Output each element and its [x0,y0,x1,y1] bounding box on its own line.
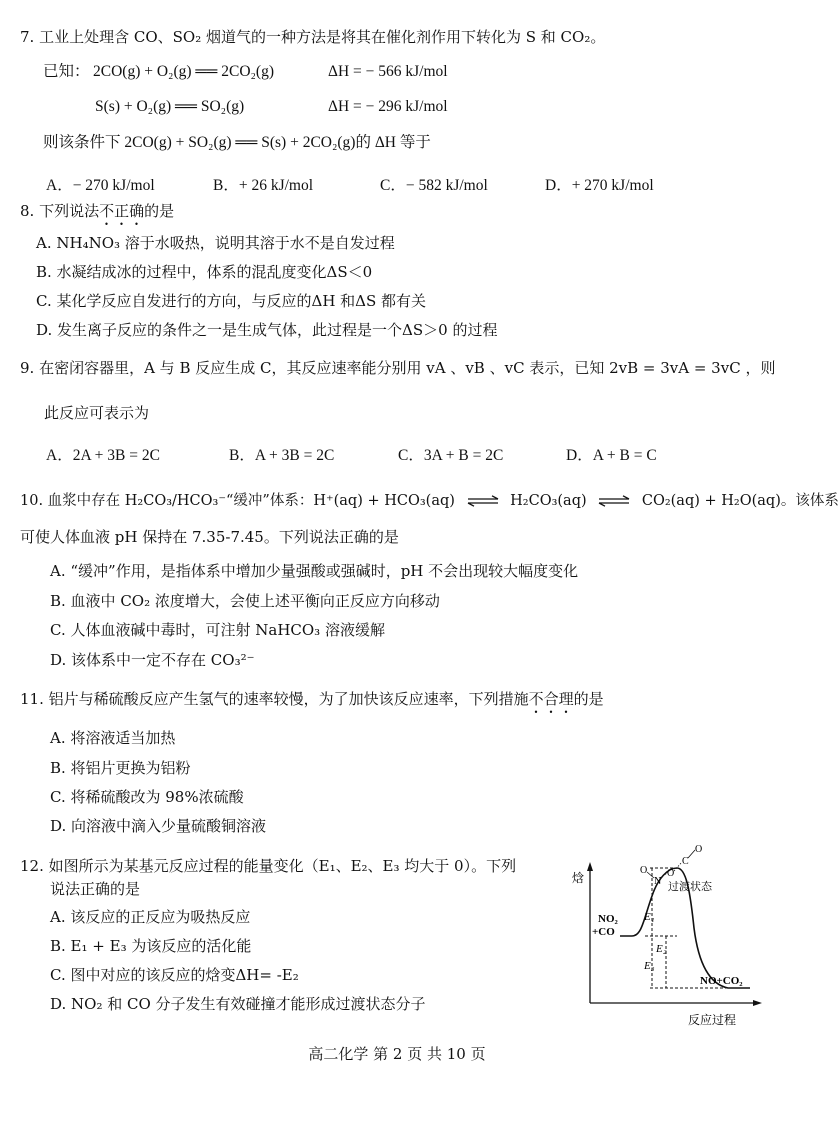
q12-option-c[interactable]: C. 图中对应的该反应的焓变ΔH= -E₂ [50,966,299,984]
molecule-atom-c: C [682,856,689,867]
reactant-label-line2: +CO [592,926,615,938]
equilibrium-arrow-icon [466,495,500,507]
molecule-atom-o2: O [667,868,675,879]
q7-enthalpy-1: ΔH = − 566 kJ/mol [328,63,448,80]
q9-stem-continued: 此反应可表示为 [44,404,150,422]
q12-stem-continued: 说法正确的是 [50,880,141,898]
q10-stem [20,491,839,511]
q8-option-b[interactable]: B. 水凝结成冰的过程中，体系的混乱度变化ΔS＜0 [36,263,373,281]
q11-stem-prefix: 11. 铝片与稀硫酸反应产生氢气的速率较慢，为了加快该反应速率，下列措施 [20,690,529,708]
q9-stem: 9. 在密闭容器里，A 与 B 反应生成 C，其反应速率能分别用 vA 、vB 、vC 表示，已知 2vB = 3vA = 3vC ，则 [20,359,776,377]
q7-equation-1: 2CO(g) + O₂(g) ══ 2CO₂(g) [93,63,274,80]
q8-stem-prefix: 8. 下列说法 [20,202,100,220]
reactant-label-line1: NO₂ [598,913,618,925]
product-label: NO+CO₂ [700,975,743,987]
y-axis-label: 焓 [572,871,585,885]
q7-known-label: 已知： [43,63,90,80]
page-footer: 高二化学 第 2 页 共 10 页 [308,1045,486,1063]
energy-diagram [560,838,790,1033]
q10-stem-part-b: H₂CO₃(aq) [510,493,587,509]
q11-option-c[interactable]: C. 将稀硫酸改为 98%浓硫酸 [50,788,244,806]
transition-state-label: 过渡状态 [668,881,712,893]
x-axis-label: 反应过程 [688,1013,737,1027]
q10-stem-part-a: 10. 血浆中存在 H₂CO₃/HCO₃⁻“缓冲”体系：H⁺(aq) + HCO₃(aq) [20,493,455,509]
q10-option-c[interactable]: C. 人体血液碱中毒时，可注射 NaHCO₃ 溶液缓解 [50,621,385,639]
q8-stem-emphasis: 不正确 [99,202,145,220]
q12-option-a[interactable]: A. 该反应的正反应为吸热反应 [50,908,251,926]
q8-stem-suffix: 的是 [144,202,175,220]
molecule-atom-o3: O [695,844,703,855]
q7-option-c[interactable]: C．− 582 kJ/mol [380,177,488,194]
q7-option-d[interactable]: D．+ 270 kJ/mol [545,177,654,194]
q10-option-d[interactable]: D. 该体系中一定不存在 CO₃²⁻ [50,651,255,669]
q10-option-a[interactable]: A. “缓冲”作用，是指体系中增加少量强酸或强碱时，pH 不会出现较大幅度变化 [50,562,579,580]
q11-stem [20,689,604,717]
q9-option-d[interactable]: D．A + B = C [566,447,657,464]
q9-option-c[interactable]: C．3A + B = 2C [398,447,504,464]
q7-enthalpy-2: ΔH = − 296 kJ/mol [328,98,448,115]
q10-stem-continued: 可使人体血液 pH 保持在 7.35-7.45。下列说法正确的是 [20,528,399,546]
q8-option-c[interactable]: C. 某化学反应自发进行的方向，与反应的ΔH 和ΔS 都有关 [36,292,427,310]
q11-option-a[interactable]: A. 将溶液适当加热 [50,729,176,747]
q9-option-b[interactable]: B．A + 3B = 2C [229,447,335,464]
q11-option-d[interactable]: D. 向溶液中滴入少量硫酸铜溶液 [50,817,267,835]
q9-option-a[interactable]: A．2A + 3B = 2C [46,447,160,464]
q12-option-b[interactable]: B. E₁ + E₃ 为该反应的活化能 [50,937,252,955]
bond-c-o [688,850,695,858]
q7-stem: 7. 工业上处理含 CO、SO₂ 烟道气的一种方法是将其在催化剂作用下转化为 S 和 CO₂。 [20,28,606,46]
q10-stem-part-c: CO₂(aq) + H₂O(aq)。该体系 [641,493,839,509]
equilibrium-arrow-icon [597,495,631,507]
q12-option-d[interactable]: D. NO₂ 和 CO 分子发生有效碰撞才能形成过渡状态分子 [50,995,426,1013]
q11-stem-emphasis: 不合理 [528,690,574,708]
q7-equation-2: S(s) + O₂(g) ══ SO₂(g) [95,98,245,115]
x-axis-arrow [753,1000,762,1006]
q8-option-d[interactable]: D. 发生离子反应的条件之一是生成气体，此过程是一个ΔS＞0 的过程 [36,321,498,339]
q11-stem-suffix: 的是 [573,690,604,708]
q10-option-b[interactable]: B. 血液中 CO₂ 浓度增大，会使上述平衡向正反应方向移动 [50,592,440,610]
e2-label: E₂ [656,943,667,955]
q7-option-a[interactable]: A．− 270 kJ/mol [46,177,155,194]
y-axis-arrow [587,862,593,871]
molecule-atom-o1: O [640,865,648,876]
q7-question: 则该条件下 2CO(g) + SO₂(g) ══ S(s) + 2CO₂(g)的 ΔH 等于 [43,134,431,151]
e3-label: E₃ [644,960,655,972]
q8-stem [20,201,174,229]
q7-option-b[interactable]: B．+ 26 kJ/mol [213,177,314,194]
q12-stem: 12. 如图所示为某基元反应过程的能量变化（E₁、E₂、E₃ 均大于 0）。下列 [20,857,517,875]
molecule-atom-n: N [654,876,662,887]
q8-option-a[interactable]: A. NH₄NO₃ 溶于水吸热，说明其溶于水不是自发过程 [36,234,395,252]
q11-option-b[interactable]: B. 将铝片更换为铝粉 [50,759,191,777]
e1-label: E₁ [644,911,655,923]
bond-o-n [647,872,654,878]
